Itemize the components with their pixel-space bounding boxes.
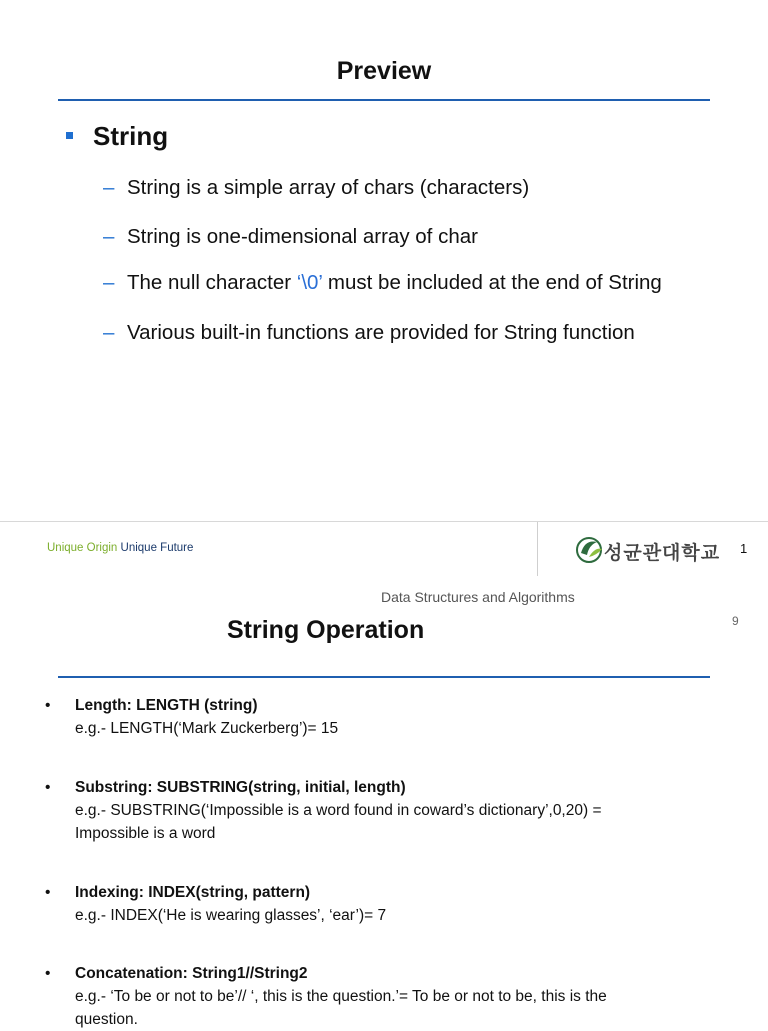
operation-item: [45, 881, 715, 927]
footer-vertical-divider: [537, 522, 538, 576]
operation-item: [45, 694, 715, 740]
operation-heading: Substring: SUBSTRING(string, initial, length): [75, 779, 406, 796]
university-name: 성균관대학교: [604, 542, 721, 564]
operation-example: e.g.- LENGTH(‘Mark Zuckerberg’)= 15: [75, 720, 339, 737]
slide-title: Preview: [336, 57, 432, 85]
university-logo-icon: [575, 533, 605, 565]
operation-heading: Indexing: INDEX(string, pattern): [75, 884, 311, 901]
operation-item: [45, 962, 715, 1031]
dash-bullet-icon: –: [103, 176, 115, 199]
tagline-future: Unique Future: [120, 542, 194, 554]
sub-bullet-text: must be included at the end of String: [322, 271, 662, 294]
square-bullet-icon: [66, 132, 73, 139]
title-divider: [58, 99, 710, 101]
operation-example: e.g.- SUBSTRING(‘Impossible is a word found in coward’s dictionary’,0,20) =: [75, 802, 602, 819]
bullet-dot-icon: •: [45, 779, 51, 796]
operation-example: e.g.- ‘To be or not to be’// ‘, this is the question.’= To be or not to be, this is the: [75, 988, 607, 1005]
sub-bullet: [103, 225, 478, 249]
operation-heading: Length: LENGTH (string): [75, 697, 258, 714]
slide-title: String Operation: [227, 616, 425, 644]
sub-bullet-text: The null character: [127, 271, 297, 294]
sub-bullet-text: String is one-dimensional array of char: [127, 225, 478, 248]
null-char-code: ‘\0’: [296, 271, 323, 294]
main-bullet: [66, 121, 168, 152]
footer-tagline: [47, 542, 193, 554]
operation-example: Impossible is a word: [75, 825, 216, 842]
bullet-dot-icon: •: [45, 884, 51, 901]
operation-example: question.: [75, 1011, 138, 1028]
operation-item: [45, 776, 715, 845]
sub-bullet-text: String is a simple array of chars (characters): [127, 176, 530, 199]
title-divider: [58, 676, 710, 678]
course-name: Data Structures and Algorithms: [381, 589, 575, 605]
dash-bullet-icon: –: [103, 271, 115, 294]
sub-bullet: [103, 321, 635, 345]
operation-heading: Concatenation: String1//String2: [75, 965, 308, 982]
sub-bullet: [103, 176, 529, 200]
dash-bullet-icon: –: [103, 321, 115, 344]
footer-divider: [0, 521, 768, 522]
operation-example: e.g.- INDEX(‘He is wearing glasses’, ‘ear’)= 7: [75, 907, 387, 924]
sub-bullet-text: Various built-in functions are provided for String function: [127, 321, 635, 344]
tagline-origin: Unique Origin: [47, 542, 118, 554]
bullet-dot-icon: •: [45, 697, 51, 714]
page-number: 9: [732, 614, 739, 628]
dash-bullet-icon: –: [103, 225, 115, 248]
sub-bullet: [103, 271, 662, 295]
bullet-dot-icon: •: [45, 965, 51, 982]
page-number: 1: [740, 541, 748, 556]
main-bullet-label: String: [93, 121, 169, 151]
